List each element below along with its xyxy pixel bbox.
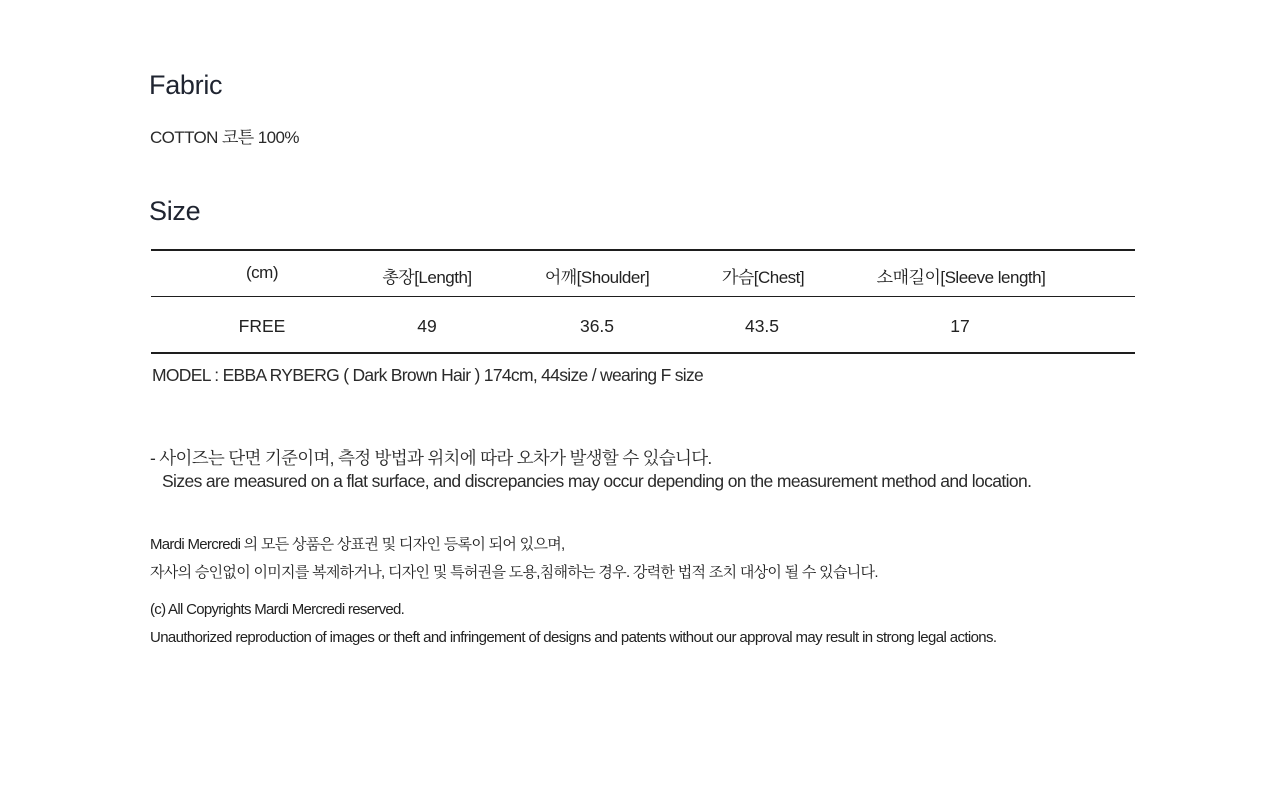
row-cell-chest: 43.5: [744, 316, 780, 336]
table-top-rule: [151, 249, 1135, 251]
fabric-composition: COTTON 코튼 100%: [150, 128, 299, 147]
header-cell-chest: 가슴[Chest]: [721, 268, 805, 287]
copyright-line-1: (c) All Copyrights Mardi Mercredi reserved.: [150, 601, 405, 618]
copyright-line-2: Unauthorized reproduction of images or theft and infringement of designs and patents without our approval may result in strong legal actions.: [150, 629, 997, 646]
model-info: MODEL : EBBA RYBERG ( Dark Brown Hair ) 174cm, 44size / wearing F size: [152, 365, 704, 385]
header-cell-sleeve-length: 소매길이[Sleeve length]: [876, 268, 1046, 287]
fabric-heading: Fabric: [149, 70, 223, 100]
header-cell-unit: (cm): [246, 263, 278, 282]
trademark-notice-line-2: 자사의 승인없이 이미지를 복제하거나, 디자인 및 특허권을 도용,침해하는 경우. 강력한 법적 조치 대상이 될 수 있습니다.: [150, 564, 878, 581]
measurement-note-english: Sizes are measured on a flat surface, and discrepancies may occur depending on the measurement method and location.: [162, 471, 1032, 491]
size-heading: Size: [149, 196, 201, 226]
row-cell-length: 49: [417, 316, 437, 336]
header-cell-shoulder: 어깨[Shoulder]: [544, 268, 650, 287]
row-cell-sleeve-length: 17: [950, 316, 970, 336]
table-bottom-rule: [151, 352, 1135, 354]
trademark-notice-line-1: Mardi Mercredi 의 모든 상품은 상표권 및 디자인 등록이 되어 있으며,: [150, 536, 565, 553]
row-cell-shoulder: 36.5: [579, 316, 615, 336]
table-header-rule: [151, 296, 1135, 297]
row-cell-size: FREE: [238, 316, 286, 336]
header-cell-length: 총장[Length]: [382, 268, 472, 287]
measurement-note-korean: - 사이즈는 단면 기준이며, 측정 방법과 위치에 따라 오차가 발생할 수 있습니다.: [150, 448, 712, 468]
